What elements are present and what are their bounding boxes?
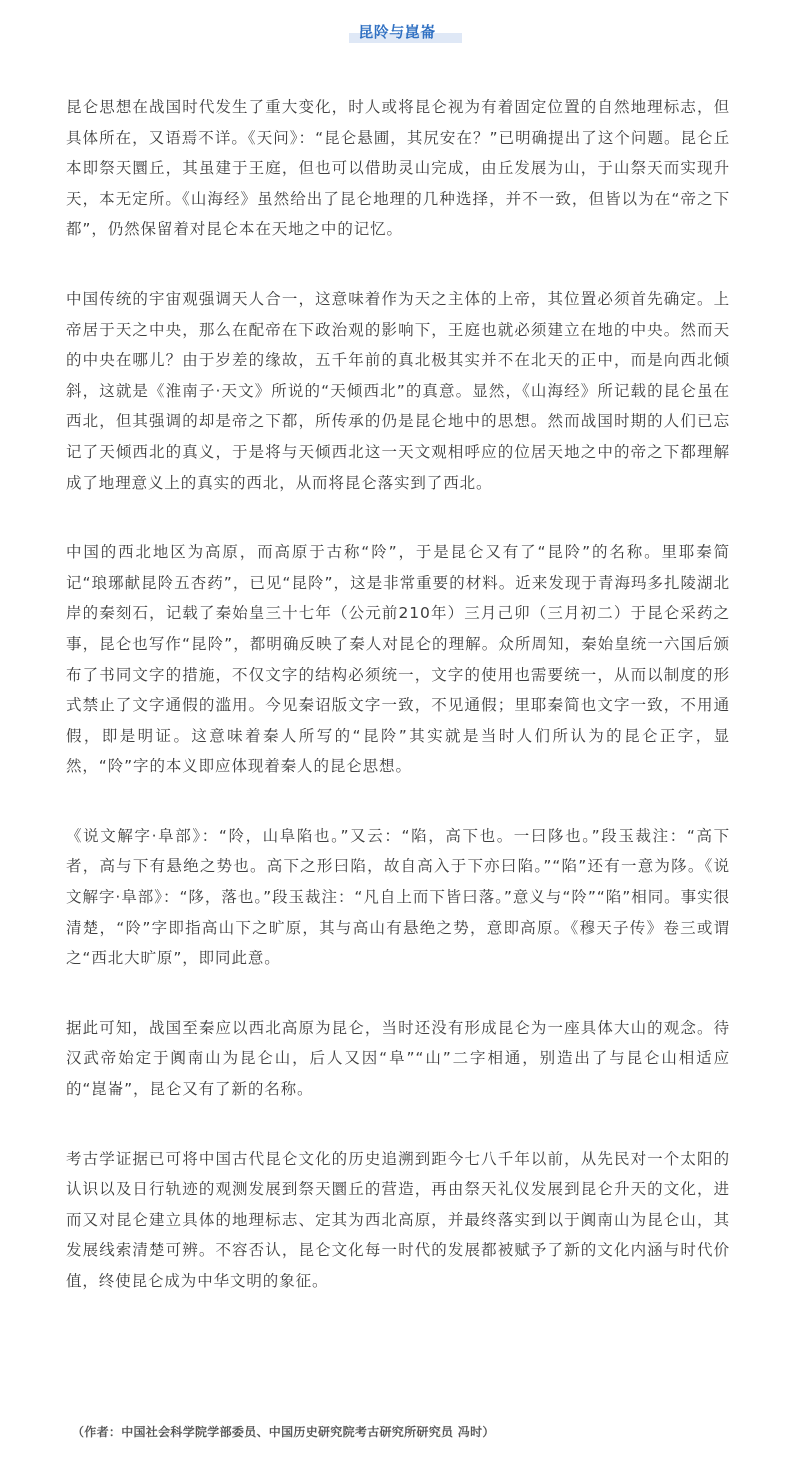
article-body [66, 92, 730, 1336]
paragraph-4: 《说文解字·阜部》：“阾，山阜陷也。”又云：“陷，高下也。一曰陊也。”段玉裁注：“高下者，高与下有悬绝之势也。高下之形曰陷，故自高入于下亦曰陷。”“陷”还有一意为陊。《说文解字·阜部》：“陊，落也。”段玉裁注：“凡自上而下皆曰落。”意义与“阾”“陷”相同。事实很清楚，“阾”字即指高山下之旷原，其与高山有悬绝之势，意即高原。《穆天子传》卷三或谓之“西北大旷原”，即同此意。 [66, 826, 730, 968]
page-title: 昆阾与崑崙 [358, 23, 436, 41]
author-credit: （作者：中国社会科学院学部委员、中国历史研究院考古研究所研究员 冯时） [72, 1425, 495, 1439]
paragraph-1: 昆仑思想在战国时代发生了重大变化，时人或将昆仑视为有着固定位置的自然地理标志，但具体所在，又语焉不详。《天问》：“昆仑悬圃，其尻安在？”已明确提出了这个问题。昆仑丘本即祭天圜丘，其虽建于王庭，但也可以借助灵山完成，由丘发展为山，于山祭天而实现升天，本无定所。《山海经》虽然给出了昆仑地理的几种选择，并不一致，但皆以为在“帝之下都”，仍然保留着对昆仑本在天地之中的记忆。 [66, 98, 730, 239]
paragraph-2: 中国传统的宇宙观强调天人合一，这意味着作为天之主体的上帝，其位置必须首先确定。上帝居于天之中央，那么在配帝在下政治观的影响下，王庭也就必须建立在地的中央。然而天的中央在哪儿？由于岁差的缘故，五千年前的真北极其实并不在北天的正中，而是向西北倾斜，这就是《淮南子·天文》所说的“天倾西北”的真意。显然，《山海经》所记载的昆仑虽在西北，但其强调的却是帝之下都，所传承的仍是昆仑地中的思想。然而战国时期的人们已忘记了天倾西北的真义，于是将与天倾西北这一天文观相呼应的位居天地之中的帝之下都理解成了地理意义上的真实的西北，从而将昆仑落实到了西北。 [66, 289, 730, 492]
paragraph-5: 据此可知，战国至秦应以西北高原为昆仑，当时还没有形成昆仑为一座具体大山的观念。待汉武帝始定于阗南山为昆仑山，后人又因“阜”“山”二字相通，别造出了与昆仑山相适应的“崑崙”，昆仑又有了新的名称。 [66, 1018, 730, 1099]
paragraph-3: 中国的西北地区为高原，而高原于古称“阾”，于是昆仑又有了“昆阾”的名称。里耶秦简记“琅琊献昆阾五杏药”，已见“昆阾”，这是非常重要的材料。近来发现于青海玛多扎陵湖北岸的秦刻石，记载了秦始皇三十七年（公元前210年）三月己卯（三月初二）于昆仑采药之事，昆仑也写作“昆阾”，都明确反映了秦人对昆仑的理解。众所周知，秦始皇统一六国后颁布了书同文字的措施，不仅文字的结构必须统一，文字的使用也需要统一，从而以制度的形式禁止了文字通假的滥用。今见秦诏版文字一致，不见通假；里耶秦简也文字一致，不用通假，即是明证。这意味着秦人所写的“昆阾”其实就是当时人们所认为的昆仑正字，显然，“阾”字的本义即应体现着秦人的昆仑思想。 [66, 543, 730, 776]
paragraph-6: 考古学证据已可将中国古代昆仑文化的历史追溯到距今七八千年以前，从先民对一个太阳的认识以及日行轨迹的观测发展到祭天圜丘的营造，再由祭天礼仪发展到昆仑升天的文化，进而又对昆仑建立具体的地理标志、定其为西北高原，并最终落实到以于阗南山为昆仑山，其发展线索清楚可辨。不容否认，昆仑文化每一时代的发展都被赋予了新的文化内涵与时代价值，终使昆仑成为中华文明的象征。 [66, 1149, 730, 1290]
section-heading [0, 18, 794, 48]
